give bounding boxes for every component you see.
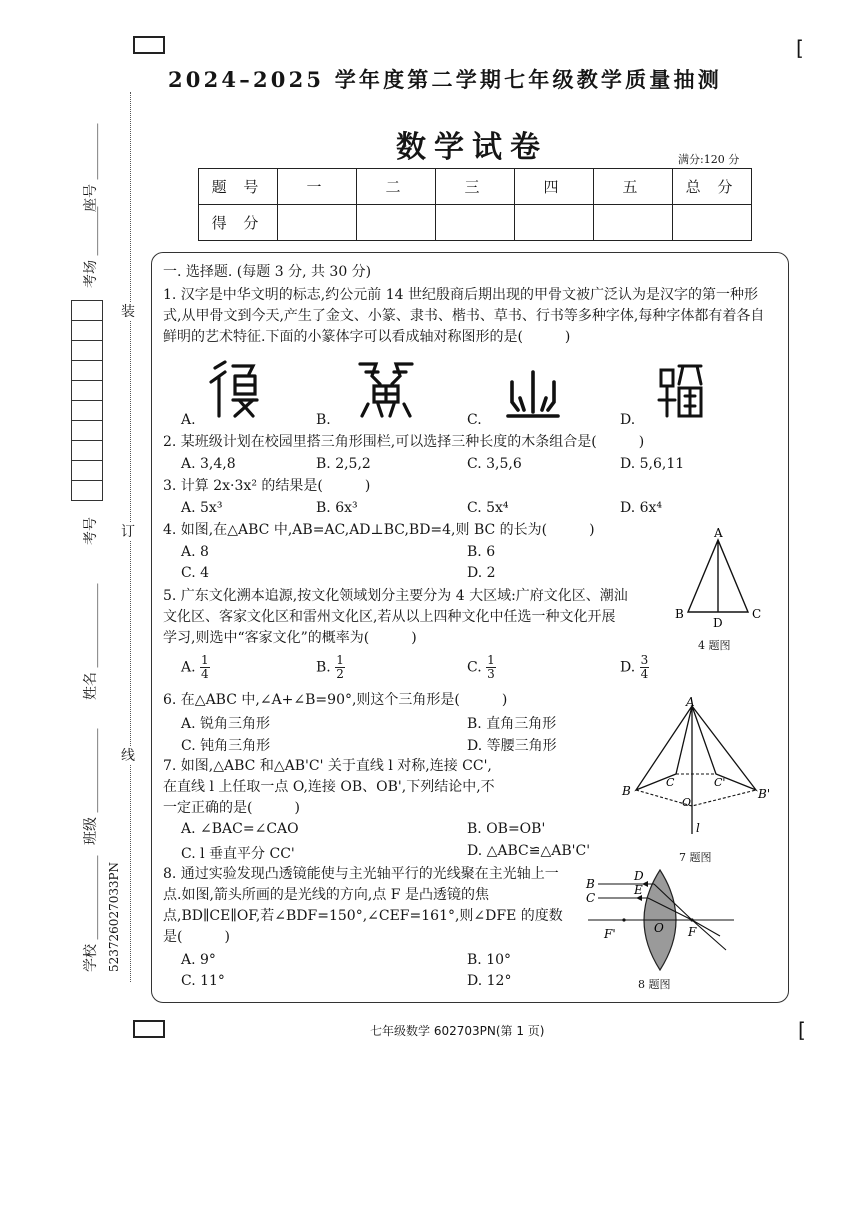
page-footer: 七年级数学 602703PN(第 1 页) bbox=[370, 1024, 545, 1038]
question-4: 4. 如图,在△ABC 中,AB=AC,AD⊥BC,BD=4,则 BC 的长为( ) bbox=[163, 522, 595, 538]
score-col: 二 bbox=[357, 169, 436, 205]
score-col: 五 bbox=[594, 169, 673, 205]
score-col: 总 分 bbox=[673, 169, 752, 205]
q2-option-a: A. 3,4,8 bbox=[181, 456, 236, 472]
q3-option-d: D. 6x⁴ bbox=[620, 500, 663, 516]
q8-label-e: E bbox=[634, 883, 643, 897]
q7-label-o: O bbox=[682, 796, 692, 809]
q5-option-d: D. $\frac{3}{4}$ bbox=[620, 653, 649, 681]
q8-option-b: B. 10° bbox=[467, 952, 512, 968]
q5-option-c: C. $\frac{1}{3}$ bbox=[467, 653, 495, 681]
q7-option-a: A. ∠BAC=∠CAO bbox=[181, 821, 299, 837]
class-label: 班级 ____________ bbox=[83, 728, 99, 845]
q4-option-c: C. 4 bbox=[181, 565, 210, 581]
name-label: 姓名 ____________ bbox=[83, 583, 99, 700]
binding-ding: 订 bbox=[121, 524, 135, 540]
question-1: 1. 汉字是中华文明的标志,约公元前 14 世纪殷商后期出现的甲骨文被广泛认为是汉字的第一种形式,从甲骨文到今天,产生了金文、小篆、隶书、楷书、草书、行书等多种字体,每种字体都有着各自鲜明的艺术特征.下面的小篆体字可以看成轴对称图形的是( ) bbox=[163, 287, 765, 345]
q4-figure bbox=[672, 526, 764, 632]
score-cell[interactable] bbox=[357, 205, 436, 241]
q8-label-o: O bbox=[654, 921, 664, 935]
q7-label-c: C bbox=[666, 776, 675, 789]
q1-option-c: C. bbox=[467, 412, 482, 428]
q1-option-d: D. bbox=[620, 412, 636, 428]
binding-zhuang: 装 bbox=[121, 304, 135, 320]
q8-label-b: B bbox=[586, 877, 595, 891]
q8-option-c: C. 11° bbox=[181, 973, 225, 989]
q3-option-a: A. 5x³ bbox=[181, 500, 223, 516]
score-cell[interactable] bbox=[278, 205, 357, 241]
binding-xian: 线 bbox=[121, 748, 135, 764]
school-label: 学校 ____________ bbox=[83, 855, 99, 972]
question-3: 3. 计算 2x·3x² 的结果是( ) bbox=[163, 478, 371, 494]
q8-label-c: C bbox=[586, 891, 596, 905]
q5-option-b: B. $\frac{1}{2}$ bbox=[316, 653, 344, 681]
q1-option-a: A. bbox=[181, 412, 196, 428]
corner-bracket-bottom: [ bbox=[798, 1018, 806, 1042]
question-5: 5. 广东文化溯本追源,按文化领域划分主要分为 4 大区域:广府文化区、潮汕文化区、客家文化区和雷州文化区,若从以上四种文化中任选一种文化开展学习,则选中“客家文化”的概率为( ) bbox=[163, 588, 628, 646]
corner-bracket-top: [ bbox=[796, 36, 804, 60]
q7-label-a: A bbox=[686, 695, 695, 709]
q7-option-c: C. l 垂直平分 CC' bbox=[181, 846, 295, 862]
score-cell[interactable] bbox=[673, 205, 752, 241]
exam-number-grid[interactable] bbox=[71, 300, 103, 501]
q8-label-f-prime: F' bbox=[604, 927, 616, 941]
score-col: 三 bbox=[436, 169, 515, 205]
registration-mark-bottom bbox=[133, 1020, 165, 1038]
seal-glyph-a-icon bbox=[205, 360, 261, 420]
q4-label-c: C bbox=[752, 607, 762, 621]
question-2: 2. 某班级计划在校园里搭三角形围栏,可以选择三种长度的木条组合是( ) bbox=[163, 434, 645, 450]
score-col: 四 bbox=[515, 169, 594, 205]
q6-option-a: A. 锐角三角形 bbox=[181, 716, 271, 732]
q7-figure bbox=[616, 694, 776, 842]
q2-option-c: C. 3,5,6 bbox=[467, 456, 522, 472]
room-label: 考场 _______ bbox=[83, 206, 99, 288]
q8-option-d: D. 12° bbox=[467, 973, 512, 989]
seal-glyph-b-icon bbox=[356, 358, 416, 420]
q6-option-b: B. 直角三角形 bbox=[467, 716, 557, 732]
section-heading: 一. 选择题. (每题 3 分, 共 30 分) bbox=[163, 264, 372, 280]
paper-code: 5237260270З3PN bbox=[107, 861, 121, 972]
score-cell[interactable] bbox=[515, 205, 594, 241]
paper-title: 数学试卷 bbox=[396, 130, 548, 165]
q2-option-d: D. 5,6,11 bbox=[620, 456, 685, 472]
question-7: 7. 如图,△ABC 和△AB'C' 关于直线 l 对称,连接 CC',在直线 l 上任取一点 O,连接 OB、OB',下列结论中,不一定正确的是( ) bbox=[163, 758, 495, 816]
q7-option-d: D. △ABC≌△AB'C' bbox=[467, 843, 591, 859]
q4-label-d: D bbox=[713, 616, 723, 630]
q7-label-b-prime: B' bbox=[758, 787, 771, 801]
score-table-score-row bbox=[199, 205, 752, 241]
q8-label-f: F bbox=[688, 925, 697, 939]
q3-option-c: C. 5x⁴ bbox=[467, 500, 509, 516]
q8-option-a: A. 9° bbox=[181, 952, 216, 968]
q8-label-d: D bbox=[634, 869, 644, 883]
registration-mark-top bbox=[133, 36, 165, 54]
score-table bbox=[198, 168, 752, 241]
q7-label-c-prime: C' bbox=[714, 776, 726, 789]
full-marks: 满分:120 分 bbox=[678, 153, 740, 166]
score-row-header: 题 号 bbox=[199, 169, 278, 205]
score-col: 一 bbox=[278, 169, 357, 205]
q4-label-a: A bbox=[714, 526, 723, 540]
q5-option-a: A. $\frac{1}{4}$ bbox=[181, 653, 209, 681]
seal-glyph-c-icon bbox=[504, 368, 562, 422]
exam-title: 2024–2025 学年度第二学期七年级教学质量抽测 bbox=[168, 67, 722, 92]
q4-option-b: B. 6 bbox=[467, 544, 496, 560]
q4-option-d: D. 2 bbox=[467, 565, 496, 581]
seal-glyph-d-icon bbox=[655, 360, 707, 422]
q4-caption: 4 题图 bbox=[698, 639, 731, 652]
q8-caption: 8 题图 bbox=[638, 978, 671, 991]
question-6: 6. 在△ABC 中,∠A+∠B=90°,则这个三角形是( ) bbox=[163, 692, 508, 708]
q4-label-b: B bbox=[675, 607, 684, 621]
q4-option-a: A. 8 bbox=[181, 544, 209, 560]
exam-no-label: 考号 bbox=[83, 517, 99, 545]
q7-caption: 7 题图 bbox=[679, 851, 712, 864]
q6-option-c: C. 钝角三角形 bbox=[181, 738, 271, 754]
q8-figure bbox=[584, 866, 740, 974]
q6-option-d: D. 等腰三角形 bbox=[467, 738, 557, 754]
q3-option-b: B. 6x³ bbox=[316, 500, 358, 516]
q2-option-b: B. 2,5,2 bbox=[316, 456, 371, 472]
score-cell[interactable] bbox=[594, 205, 673, 241]
q7-option-b: B. OB=OB' bbox=[467, 821, 546, 837]
q7-label-b: B bbox=[622, 784, 631, 798]
q1-option-b: B. bbox=[316, 412, 331, 428]
q7-label-l: l bbox=[696, 821, 700, 835]
seat-label: 座号 ________ bbox=[83, 123, 99, 212]
score-table-header-row bbox=[199, 169, 752, 205]
score-row-header: 得 分 bbox=[199, 205, 278, 241]
question-8: 8. 通过实验发现凸透镜能使与主光轴平行的光线聚在主光轴上一点.如图,箭头所画的是光线的方向,点 F 是凸透镜的焦点,BD∥CE∥OF,若∠BDF=150°,∠CEF=161°,则∠DFE 的度数是( ) bbox=[163, 866, 563, 945]
score-cell[interactable] bbox=[436, 205, 515, 241]
